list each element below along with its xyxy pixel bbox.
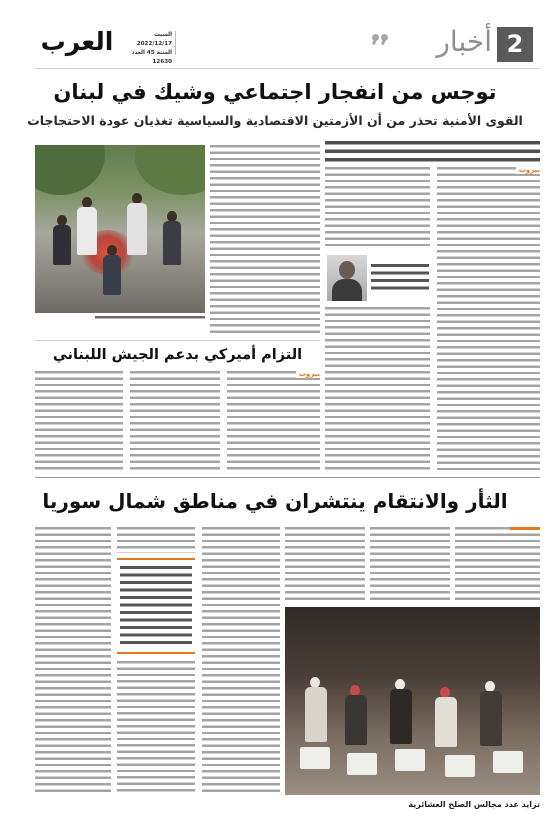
lead-body-column (325, 307, 430, 470)
header-divider (35, 68, 540, 69)
lead-subheadline-text: القوى الأمنية تحذر من أن الأزمتين الاقتصادية والسياسية تغذيان عودة الاحتجاجات (27, 113, 523, 128)
lead-subheadline (0, 110, 550, 132)
protest-photo (35, 145, 205, 313)
third-body-column (117, 527, 195, 553)
quote-icon (372, 34, 392, 48)
second-body-column (227, 371, 320, 470)
second-body-column (130, 371, 220, 470)
lead-body-column (210, 145, 320, 337)
third-body-column (35, 527, 111, 795)
photo-chair (445, 755, 475, 777)
page-number: 2 (497, 27, 533, 62)
issue-date-box (118, 31, 176, 65)
author-headshot (327, 255, 367, 301)
issue-number: السنة 45 العدد 12630 (131, 50, 172, 65)
third-body-column (117, 661, 195, 795)
photo-chair (395, 749, 425, 771)
photo-chair (347, 753, 377, 775)
photo-tree (135, 145, 205, 195)
third-body-column (455, 527, 540, 601)
story-divider (35, 340, 320, 341)
photo-tree (35, 145, 105, 195)
tribal-council-photo (285, 607, 540, 795)
second-headline: التزام أميركي بدعم الجيش اللبناني (52, 347, 303, 363)
third-body-column (285, 527, 365, 601)
lead-body-column (437, 167, 540, 470)
lead-body-column (325, 167, 430, 249)
issue-date: السبت 2022/12/17 (136, 32, 172, 47)
second-body-column (35, 371, 123, 470)
third-dateline-mark (510, 527, 540, 530)
section-divider (35, 477, 540, 478)
pull-quote-text (120, 566, 192, 646)
section-title: أخبار (436, 25, 492, 58)
author-name (371, 264, 429, 292)
lead-dateline: بيروت (516, 166, 540, 174)
lead-headline-text: توجس من انفجار اجتماعي وشيك في لبنان (53, 80, 497, 104)
lead-intro-text (325, 141, 540, 162)
protest-photo-caption (95, 316, 205, 322)
tribal-council-photo-caption: تزايد عدد مجالس الصلح العشائرية (408, 800, 540, 809)
photo-chair (300, 747, 330, 769)
third-headline-text: الثأر والانتقام ينتشران في مناطق شمال سوريا (42, 489, 508, 513)
third-headline (0, 484, 550, 518)
lead-headline (0, 76, 550, 108)
third-body-column (202, 527, 280, 795)
pull-quote (117, 558, 195, 654)
third-body-column (370, 527, 450, 601)
second-dateline: بيروت (296, 370, 320, 378)
newspaper-logo: العرب (40, 27, 114, 56)
photo-chair (493, 751, 523, 773)
